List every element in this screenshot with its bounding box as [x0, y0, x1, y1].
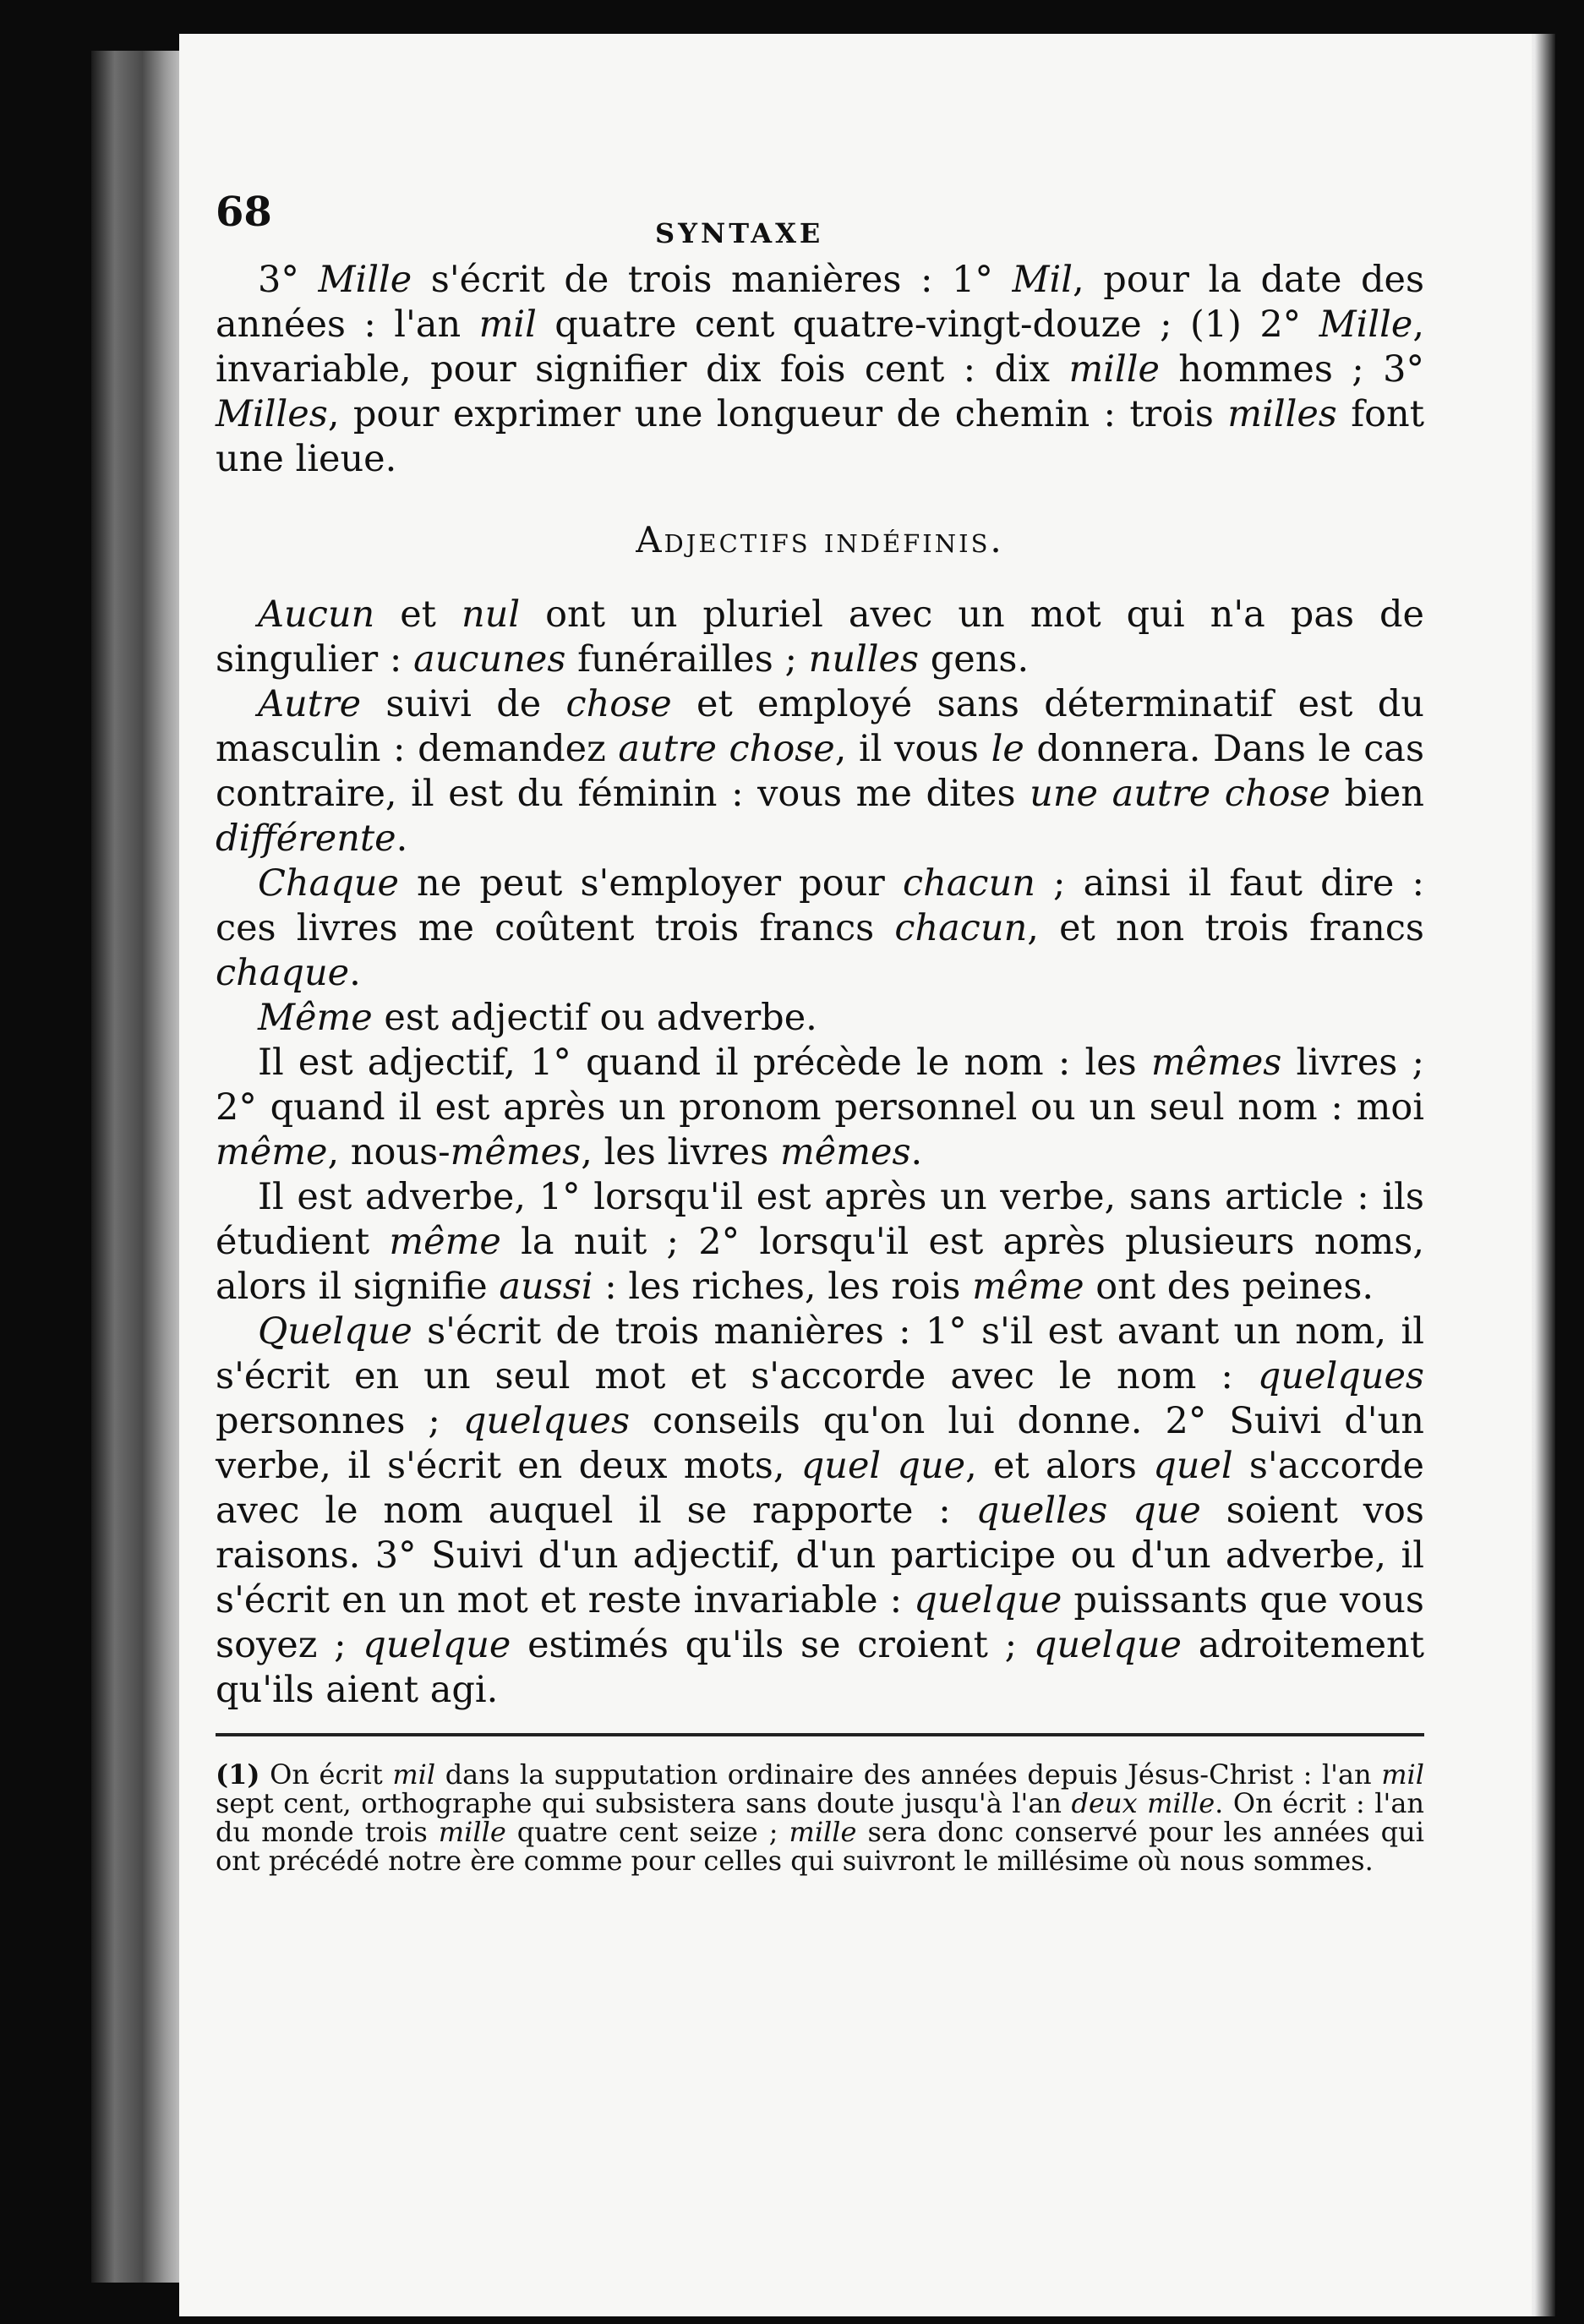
italic-term: Quelque: [258, 1310, 412, 1353]
running-title: SYNTAXE: [655, 217, 824, 249]
page-content: [216, 169, 1424, 1875]
italic-term: mêmes: [780, 1131, 911, 1173]
italic-term: quelques: [462, 1400, 631, 1442]
italic-term: le: [991, 728, 1024, 770]
paragraph-quelque: Quelque s'écrit de trois manières : 1° s'il est avant un nom, il s'écrit en un seul mot et s'accorde avec le nom : quelques personnes ; quelques conseils qu'on lui donne. 2° Suivi d'un verbe, il s'écrit en deux mots, quel que, et alors quel s'accorde avec le nom auquel il se rapporte : quelles que soient vos raisons. 3° Suivi d'un adjectif, d'un participe ou d'un adverbe, il s'écrit en un mot et reste invariable : quelque puissants que vous soyez ; quelque estimés qu'ils se croient ; quelque adroitement qu'ils aient agi.: [216, 1310, 1424, 1711]
paragraph-meme-adverbe: Il est adverbe, 1° lorsqu'il est après un verbe, sans article : ils étudient même la nuit ; 2° lorsqu'il est après plusieurs noms, alors il signifie aussi : les riches, les rois même ont des peines.: [216, 1176, 1424, 1308]
italic-term: mil: [1381, 1758, 1425, 1791]
italic-term: mille: [1068, 348, 1160, 391]
italic-term: chose: [565, 683, 672, 725]
italic-term: Mille: [318, 259, 412, 301]
italic-term: même: [389, 1221, 501, 1263]
italic-term: chacun: [903, 862, 1035, 905]
italic-term: mille: [438, 1816, 506, 1848]
italic-term: même: [216, 1131, 328, 1173]
italic-term: mille: [789, 1816, 857, 1848]
italic-term: une autre chose: [1030, 773, 1330, 815]
italic-term: chaque: [216, 952, 350, 994]
italic-term: deux mille: [1071, 1787, 1215, 1819]
footnote: [216, 1760, 1424, 1875]
italic-term: quelque: [914, 1579, 1062, 1621]
italic-term: nul: [461, 593, 521, 636]
italic-term: mil: [478, 303, 537, 346]
italic-term: aussi: [499, 1266, 593, 1308]
italic-term: autre chose: [618, 728, 835, 770]
italic-term: chacun: [894, 907, 1028, 949]
italic-term: mêmes: [450, 1131, 582, 1173]
italic-term: quel: [1153, 1445, 1233, 1487]
italic-term: Aucun: [258, 593, 375, 636]
italic-term: quel que: [800, 1445, 966, 1487]
italic-term: milles: [1227, 393, 1337, 435]
italic-term: mil: [392, 1758, 436, 1791]
paragraph-meme-intro: Même est adjectif ou adverbe.: [258, 997, 817, 1039]
book-spine: [91, 51, 184, 2283]
paragraph-aucun: Aucun et nul ont un pluriel avec un mot qui n'a pas de singulier : aucunes funérailles ; nulles gens.: [216, 593, 1424, 681]
paragraph-meme-adjectif: Il est adjectif, 1° quand il précède le nom : les mêmes livres ; 2° quand il est après un pronom personnel ou un seul nom : moi même, nous-mêmes, les livres mêmes.: [216, 1042, 1424, 1173]
italic-term: Chaque: [258, 862, 399, 905]
italic-term: Même: [258, 997, 373, 1039]
italic-term: différente: [216, 818, 396, 860]
italic-term: Autre: [258, 683, 362, 725]
section-heading: Adjectifs indéfinis.: [636, 519, 1004, 560]
page-header: [216, 169, 1424, 249]
paragraph-autre: Autre suivi de chose et employé sans déterminatif est du masculin : demandez autre chose, il vous le donnera. Dans le cas contraire, il est du féminin : vous me dites une autre chose bien différente.: [216, 683, 1425, 860]
footnote-rule: [216, 1733, 1424, 1736]
paragraph-mille: 3° Mille s'écrit de trois manières : 1° Mil, pour la date des années : l'an mil quatre cent quatre-vingt-douze ; (1) 2° Mille, invariable, pour signifier dix fois cent : dix mille hommes ; 3° Milles, pour exprimer une longueur de chemin : trois milles font une lieue.: [216, 259, 1425, 480]
italic-term: quelques: [1257, 1355, 1424, 1397]
italic-term: même: [972, 1266, 1084, 1308]
footnote-text: On écrit mil dans la supputation ordinaire des années depuis Jésus-Christ : l'an mil sept cent, orthographe qui subsistera sans doute jusqu'à l'an deux mille. On écrit : l'an du monde trois mille quatre cent seize ; mille sera donc conservé pour les années qui ont précédé notre ère comme pour celles qui suivront le millésime où nous sommes.: [216, 1758, 1425, 1877]
italic-term: Milles: [216, 393, 328, 435]
italic-term: Mille: [1319, 303, 1413, 346]
italic-term: quelles que: [975, 1490, 1201, 1532]
italic-term: quelque: [1033, 1624, 1182, 1666]
paragraph-chaque: Chaque ne peut s'employer pour chacun ; ainsi il faut dire : ces livres me coûtent trois francs chacun, et non trois francs chaque.: [216, 862, 1424, 994]
page-number: 68: [216, 189, 272, 236]
italic-term: Mil: [1012, 259, 1073, 301]
italic-term: aucunes: [413, 638, 566, 681]
italic-term: nulles: [808, 638, 920, 681]
italic-term: mêmes: [1150, 1042, 1282, 1084]
italic-term: quelque: [363, 1624, 511, 1666]
footnote-marker: (1): [216, 1758, 260, 1791]
